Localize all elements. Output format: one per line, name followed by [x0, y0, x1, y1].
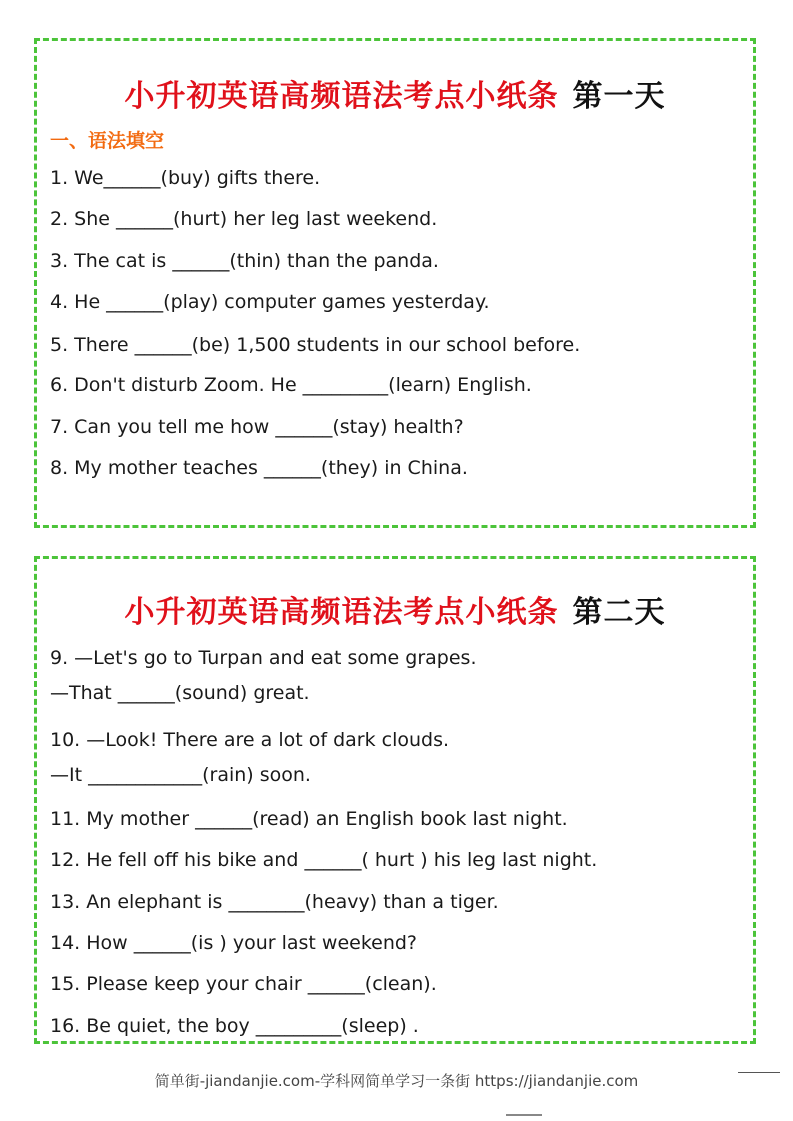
question-1: 1. We______(buy) gifts there. — [50, 167, 321, 189]
day2-title-day: 第二天 — [572, 595, 666, 630]
day2-card — [34, 556, 756, 1044]
question-5: 5. There ______(be) 1,500 students in our school before. — [50, 334, 581, 356]
day2-title — [37, 587, 753, 631]
question-13: 13. An elephant is ________(heavy) than a tiger. — [50, 891, 499, 913]
question-9-reply: —That ______(sound) great. — [50, 682, 310, 704]
day1-card — [34, 38, 756, 528]
question-10: 10. —Look! There are a lot of dark clouds. — [50, 729, 450, 751]
day1-title-main: 小升初英语高频语法考点小纸条 — [124, 79, 559, 114]
question-10-reply: —It ____________(rain) soon. — [50, 764, 311, 786]
section-heading: 一、语法填空 — [50, 130, 165, 152]
question-12: 12. He fell off his bike and ______( hurt ) his leg last night. — [50, 849, 598, 871]
day1-title-day: 第一天 — [572, 79, 666, 114]
question-2: 2. She ______(hurt) her leg last weekend. — [50, 208, 438, 230]
footer-watermark: 简单街-jiandanjie.com-学科网简单学习一条街 https://jiandanjie.com — [154, 1072, 639, 1090]
footer-rule — [738, 1072, 780, 1073]
question-9: 9. —Let's go to Turpan and eat some grapes. — [50, 647, 477, 669]
day2-title-main: 小升初英语高频语法考点小纸条 — [124, 595, 559, 630]
question-15: 15. Please keep your chair ______(clean). — [50, 973, 437, 995]
question-4: 4. He ______(play) computer games yesterday. — [50, 291, 490, 313]
question-14: 14. How ______(is ) your last weekend? — [50, 932, 418, 954]
day1-title — [37, 71, 753, 115]
question-11: 11. My mother ______(read) an English book last night. — [50, 808, 568, 830]
question-8: 8. My mother teaches ______(they) in China. — [50, 457, 468, 479]
question-7: 7. Can you tell me how ______(stay) health? — [50, 416, 464, 438]
question-16: 16. Be quiet, the boy _________(sleep) . — [50, 1015, 419, 1037]
page-mark — [506, 1114, 542, 1116]
question-3: 3. The cat is ______(thin) than the panda. — [50, 250, 439, 272]
question-6: 6. Don't disturb Zoom. He _________(learn) English. — [50, 374, 532, 396]
